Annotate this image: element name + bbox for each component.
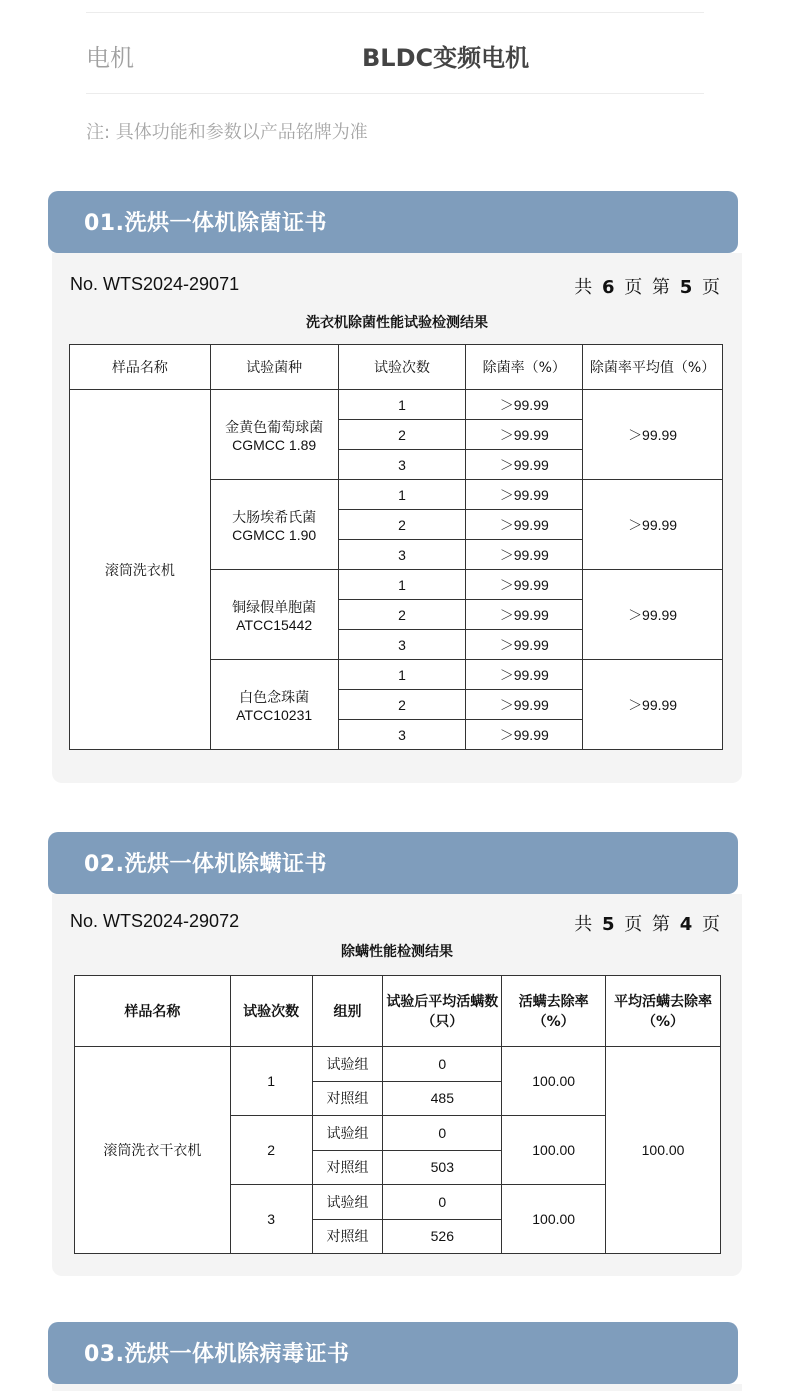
sample-name: 滚筒洗衣干衣机 — [75, 1047, 231, 1254]
table-row: 滚筒洗衣机 金黄色葡萄球菌 CGMCC 1.89 1 ＞99.99 ＞99.99 — [70, 390, 723, 420]
table-header: 活螨去除率（%） — [502, 976, 606, 1047]
certificate-heading: 除螨性能检测结果 — [341, 944, 453, 960]
divider — [86, 12, 704, 13]
certificate-sterilization — [52, 253, 742, 783]
table-header: 试验次数 — [230, 976, 312, 1047]
table-row: 3 ＞99.99 — [70, 630, 723, 660]
table-row: 铜绿假单胞菌 ATCC15442 1 ＞99.99 ＞99.99 — [70, 570, 723, 600]
certificate-heading: 洗衣机除菌性能试验检测结果 — [306, 315, 488, 331]
sterilization-results-table — [69, 344, 723, 750]
certificate-virus-removal — [52, 1384, 742, 1391]
certificate-number: No. WTS2024-29071 — [70, 274, 240, 294]
table-row: 2 ＞99.99 — [70, 600, 723, 630]
section-title: 02.洗烘一体机除螨证书 — [84, 852, 327, 877]
section-title: 03.洗烘一体机除病毒证书 — [84, 1342, 350, 1367]
section-header-mite-removal — [48, 832, 738, 894]
table-header: 样品名称 — [75, 976, 231, 1047]
page-info: 共 5 页 第 4 页 — [574, 914, 722, 935]
strain-cell: 金黄色葡萄球菌 CGMCC 1.89 — [210, 390, 338, 480]
section-header-sterilization — [48, 191, 738, 253]
table-header: 组别 — [312, 976, 383, 1047]
table-row: 3 试验组 0 100.00 — [75, 1185, 721, 1220]
table-header: 除菌率平均值（%） — [583, 345, 723, 390]
spec-row — [86, 28, 704, 80]
table-row: 对照组 485 — [75, 1081, 721, 1116]
table-row: 白色念珠菌 ATCC10231 1 ＞99.99 ＞99.99 — [70, 660, 723, 690]
average-rate: ＞99.99 — [583, 570, 723, 660]
table-row: 3 ＞99.99 — [70, 720, 723, 750]
table-header: 试验菌种 — [210, 345, 338, 390]
table-row: 对照组 503 — [75, 1150, 721, 1185]
removal-rate: 100.00 — [502, 1185, 606, 1254]
table-row: 3 ＞99.99 — [70, 450, 723, 480]
section-header-virus-removal — [48, 1322, 738, 1384]
table-header: 试验次数 — [338, 345, 466, 390]
table-row: 滚筒洗衣干衣机 1 试验组 0 100.00 100.00 — [75, 1047, 721, 1082]
table-header: 样品名称 — [70, 345, 211, 390]
average-rate: ＞99.99 — [583, 660, 723, 750]
average-removal-rate: 100.00 — [606, 1047, 721, 1254]
removal-rate: 100.00 — [502, 1116, 606, 1185]
strain-cell: 白色念珠菌 ATCC10231 — [210, 660, 338, 750]
average-rate: ＞99.99 — [583, 480, 723, 570]
table-row: 2 ＞99.99 — [70, 510, 723, 540]
divider — [86, 93, 704, 94]
section-title: 01.洗烘一体机除菌证书 — [84, 211, 327, 236]
strain-cell: 大肠埃希氏菌 CGMCC 1.90 — [210, 480, 338, 570]
table-row: 对照组 526 — [75, 1219, 721, 1254]
strain-cell: 铜绿假单胞菌 ATCC15442 — [210, 570, 338, 660]
table-row: 2 试验组 0 100.00 — [75, 1116, 721, 1151]
table-header: 除菌率（%） — [466, 345, 583, 390]
average-rate: ＞99.99 — [583, 390, 723, 480]
table-header-row — [75, 976, 721, 1047]
table-row: 2 ＞99.99 — [70, 420, 723, 450]
table-row: 2 ＞99.99 — [70, 690, 723, 720]
table-header: 平均活螨去除率（%） — [606, 976, 721, 1047]
page-info: 共 6 页 第 5 页 — [574, 277, 722, 298]
table-header: 试验后平均活螨数（只） — [383, 976, 502, 1047]
certificate-number: No. WTS2024-29072 — [70, 911, 240, 931]
spec-label: 电机 — [86, 44, 134, 72]
removal-rate: 100.00 — [502, 1047, 606, 1116]
sample-name: 滚筒洗衣机 — [70, 390, 211, 750]
mite-results-table — [74, 975, 721, 1254]
spec-note: 注: 具体功能和参数以产品铭牌为准 — [86, 122, 368, 143]
certificate-mite-removal — [52, 894, 742, 1276]
table-row: 3 ＞99.99 — [70, 540, 723, 570]
spec-value: BLDC变频电机 — [362, 44, 530, 72]
table-row: 大肠埃希氏菌 CGMCC 1.90 1 ＞99.99 ＞99.99 — [70, 480, 723, 510]
table-header-row — [70, 345, 723, 390]
